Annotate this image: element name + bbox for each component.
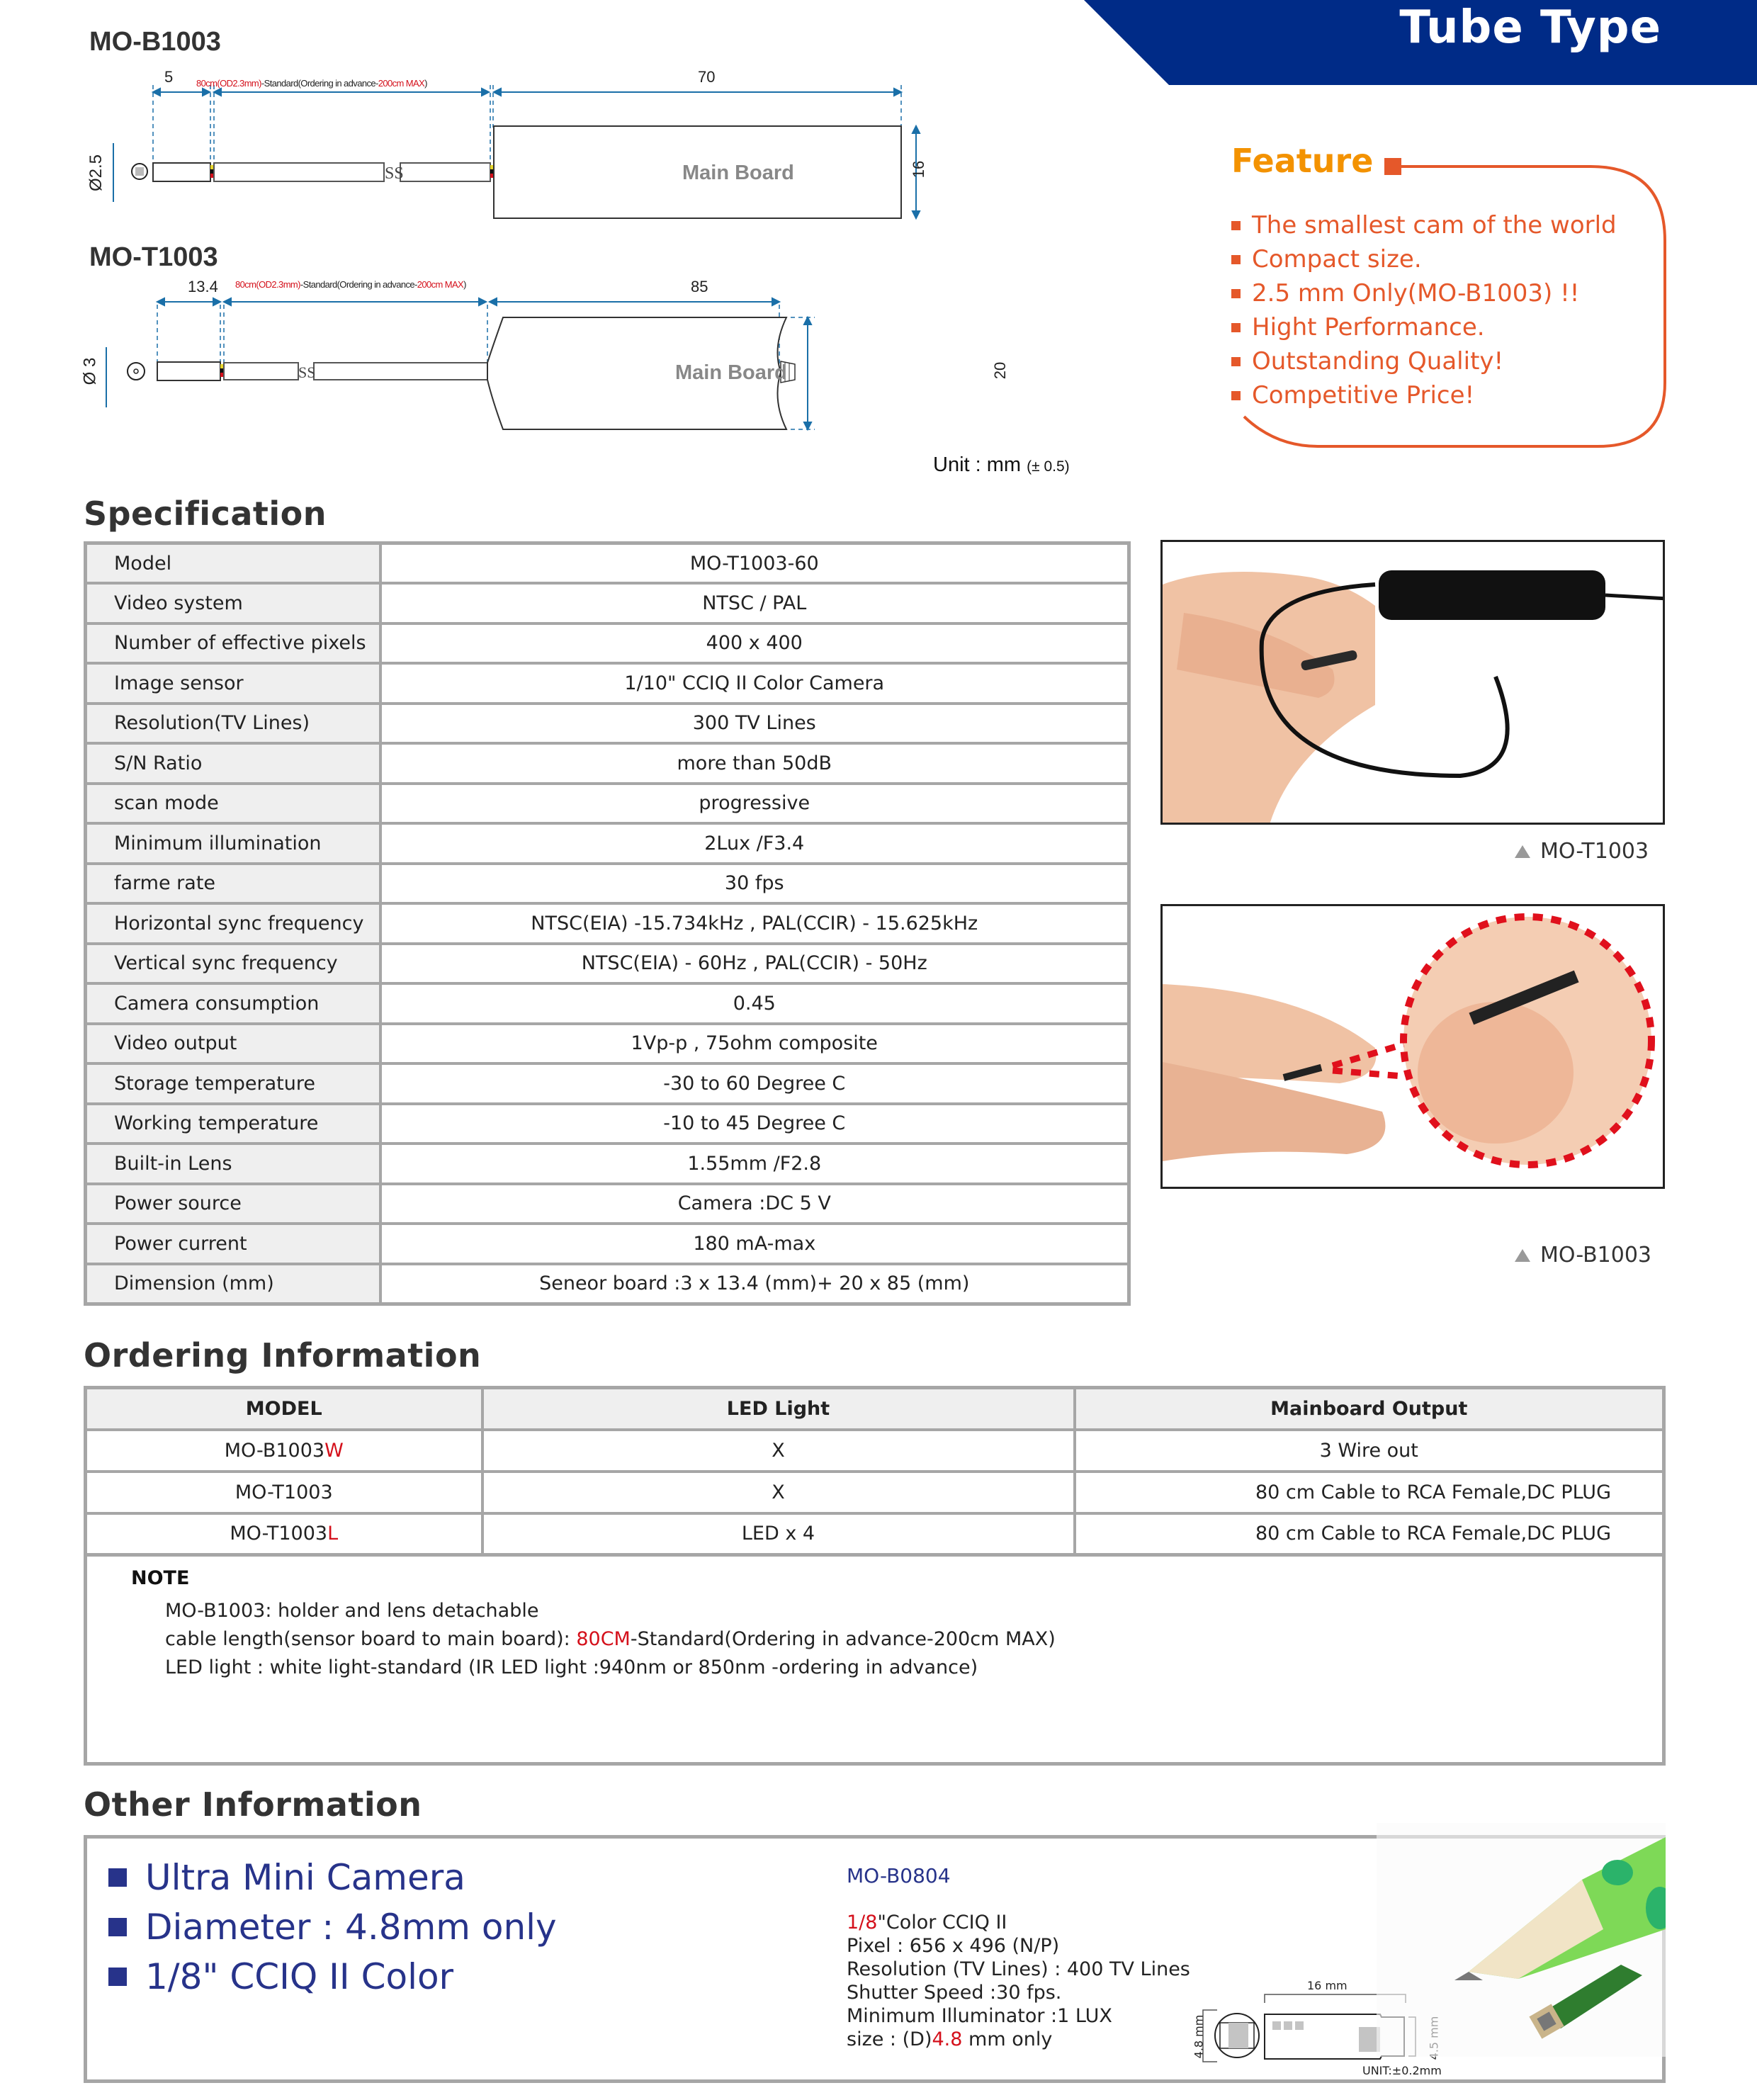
square-bullet-icon	[108, 1868, 127, 1887]
table-row: Vertical sync frequency NTSC(EIA) - 60Hz , PAL(CCIR) - 50Hz	[86, 944, 1129, 984]
photo-caption-t1003: MO-T1003	[1515, 839, 1649, 864]
tiny-camera-zoom-image	[1163, 906, 1665, 1189]
square-bullet-icon	[1231, 289, 1241, 298]
t1003-sensor-length: 13.4	[188, 278, 218, 295]
table-row	[86, 1430, 1664, 1472]
other-info-box	[84, 1835, 1666, 2083]
other-bullets	[108, 1853, 557, 2002]
table-row: Camera consumption 0.45	[86, 983, 1129, 1024]
square-bullet-icon	[1231, 255, 1241, 264]
table-row: Model MO-T1003-60	[86, 543, 1129, 584]
t1003-main-board-label: Main Board	[675, 361, 787, 384]
spec-resolution: Resolution (TV Lines) : 400 TV Lines	[847, 1958, 1190, 1980]
note-line-3: LED light : white light-standard (IR LED light :940nm or 850nm -ordering in advance)	[165, 1656, 978, 1678]
note-line-2: cable length(sensor board to main board): 80CM-Standard(Ordering in advance-200cm MAX)	[165, 1628, 1056, 1650]
column-header-output: Mainboard Output	[1075, 1388, 1664, 1430]
model-cell: MO-T1003	[86, 1472, 482, 1513]
other-bullet-item: Diameter : 4.8mm only	[108, 1902, 557, 1952]
t1003-cable-note: 80cm(OD2.3mm)-Standard(Ordering in advance-200cm MAX)	[235, 279, 466, 290]
svg-text:SS: SS	[298, 363, 316, 381]
model-cell: MO-T1003L	[86, 1513, 482, 1555]
mo-b0804-title: MO-B0804	[847, 1864, 951, 1887]
b1003-diameter: Ø2.5	[86, 154, 106, 192]
b1003-cable-note: 80cm(OD2.3mm)-Standard(Ordering in advance-200cm MAX)	[196, 78, 427, 89]
spec-sensor: 1/8"Color CCIQ II	[847, 1912, 1007, 1934]
other-info-heading: Other Information	[84, 1785, 422, 1824]
pencil-and-camera-module-image	[1377, 1823, 1666, 2057]
table-row: Resolution(TV Lines) 300 TV Lines	[86, 704, 1129, 744]
output-cell: 80 cm Cable to RCA Female,DC PLUG	[1075, 1513, 1664, 1555]
table-row: Working temperature -10 to 45 Degree C	[86, 1104, 1129, 1144]
table-row: scan mode progressive	[86, 784, 1129, 824]
table-row: Power source Camera :DC 5 V	[86, 1184, 1129, 1224]
feature-item: Compact size.	[1231, 242, 1617, 276]
spec-shutter: Shutter Speed :30 fps.	[847, 1982, 1062, 2004]
triangle-icon	[1515, 845, 1530, 858]
t1003-board-height: 20	[991, 361, 1010, 380]
table-row: Video system NTSC / PAL	[86, 583, 1129, 623]
photo-mo-t1003	[1160, 540, 1665, 825]
feature-title: Feature	[1231, 142, 1374, 180]
table-row: Horizontal sync frequency NTSC(EIA) -15.734kHz , PAL(CCIR) - 15.625kHz	[86, 903, 1129, 944]
square-bullet-icon	[1231, 391, 1241, 400]
feature-list	[1231, 208, 1617, 412]
b1003-dimension-drawing	[71, 64, 956, 234]
table-row: S/N Ratio more than 50dB	[86, 743, 1129, 784]
ordering-heading: Ordering Information	[84, 1336, 482, 1374]
table-row	[86, 1513, 1664, 1555]
spec-illumination: Minimum Illuminator :1 LUX	[847, 2005, 1112, 2027]
feature-item: Outstanding Quality!	[1231, 344, 1617, 378]
table-row: Power current 180 mA-max	[86, 1224, 1129, 1264]
square-bullet-icon	[1231, 323, 1241, 332]
other-bullet-item: 1/8" CCIQ II Color	[108, 1952, 557, 2002]
square-bullet-icon	[108, 1968, 127, 1986]
square-bullet-icon	[1231, 357, 1241, 366]
b1003-board-length: 70	[698, 68, 716, 86]
square-bullet-icon	[1231, 221, 1241, 230]
table-row: Storage temperature -30 to 60 Degree C	[86, 1063, 1129, 1104]
column-header-model: MODEL	[86, 1388, 482, 1430]
triangle-icon	[1515, 1249, 1530, 1262]
specification-table	[84, 541, 1131, 1306]
column-header-led: LED Light	[482, 1388, 1075, 1430]
b1003-sensor-length: 5	[164, 68, 174, 86]
table-row	[86, 1472, 1664, 1513]
square-bullet-icon	[108, 1918, 127, 1936]
feature-item: 2.5 mm Only(MO-B1003) !!	[1231, 276, 1617, 310]
t1003-diameter: Ø 3	[80, 357, 100, 385]
output-cell: 3 Wire out	[1075, 1430, 1664, 1472]
spec-size: size : (D)4.8 mm only	[847, 2028, 1053, 2050]
specification-heading: Specification	[84, 495, 327, 533]
other-bullet-item: Ultra Mini Camera	[108, 1853, 557, 1902]
table-row: Number of effective pixels 400 x 400	[86, 623, 1129, 664]
b1003-board-height: 16	[910, 160, 928, 179]
diagram-title-t1003: MO-T1003	[89, 242, 218, 272]
diagram-title-b1003: MO-B1003	[89, 27, 221, 57]
feature-item: Hight Performance.	[1231, 310, 1617, 344]
led-cell: X	[482, 1472, 1075, 1513]
mini-diagram-length: 16 mm	[1307, 1979, 1348, 1992]
feature-item: The smallest cam of the world	[1231, 208, 1617, 242]
b1003-main-board-label: Main Board	[682, 162, 794, 184]
photo-mo-b1003	[1160, 904, 1665, 1189]
table-row: farme rate 30 fps	[86, 864, 1129, 904]
page-title: Tube Type	[1399, 1, 1661, 54]
feature-item: Competitive Price!	[1231, 378, 1617, 412]
mini-diagram-unit: UNIT:±0.2mm	[1362, 2064, 1442, 2077]
output-cell: 80 cm Cable to RCA Female,DC PLUG	[1075, 1472, 1664, 1513]
ordering-table	[84, 1386, 1666, 1557]
mo-b0804-spec	[847, 1911, 1190, 2051]
note-heading: NOTE	[131, 1567, 190, 1589]
table-row: Image sensor 1/10" CCIQ II Color Camera	[86, 663, 1129, 704]
spec-pixel: Pixel : 656 x 496 (N/P)	[847, 1935, 1060, 1957]
ordering-note-box	[84, 1553, 1666, 1766]
mini-diagram-diameter: 4.8 mm	[1192, 2014, 1206, 2059]
table-row: Dimension (mm) Seneor board :3 x 13.4 (mm)+ 20 x 85 (mm)	[86, 1264, 1129, 1304]
led-cell: X	[482, 1430, 1075, 1472]
model-cell: MO-B1003W	[86, 1430, 482, 1472]
table-row: Built-in Lens 1.55mm /F2.8	[86, 1144, 1129, 1184]
note-line-1: MO-B1003: holder and lens detachable	[165, 1600, 539, 1622]
unit-note: Unit : mm (± 0.5)	[933, 453, 1070, 476]
t1003-dimension-drawing	[71, 283, 1027, 453]
table-row: Video output 1Vp-p , 75ohm composite	[86, 1024, 1129, 1064]
photo-caption-b1003: MO-B1003	[1515, 1243, 1651, 1268]
svg-text:SS: SS	[385, 164, 404, 183]
t1003-board-length: 85	[691, 278, 708, 295]
led-cell: LED x 4	[482, 1513, 1075, 1555]
table-header-row	[86, 1388, 1664, 1430]
camera-in-hand-image	[1163, 542, 1665, 825]
table-row: Minimum illumination 2Lux /F3.4	[86, 823, 1129, 864]
